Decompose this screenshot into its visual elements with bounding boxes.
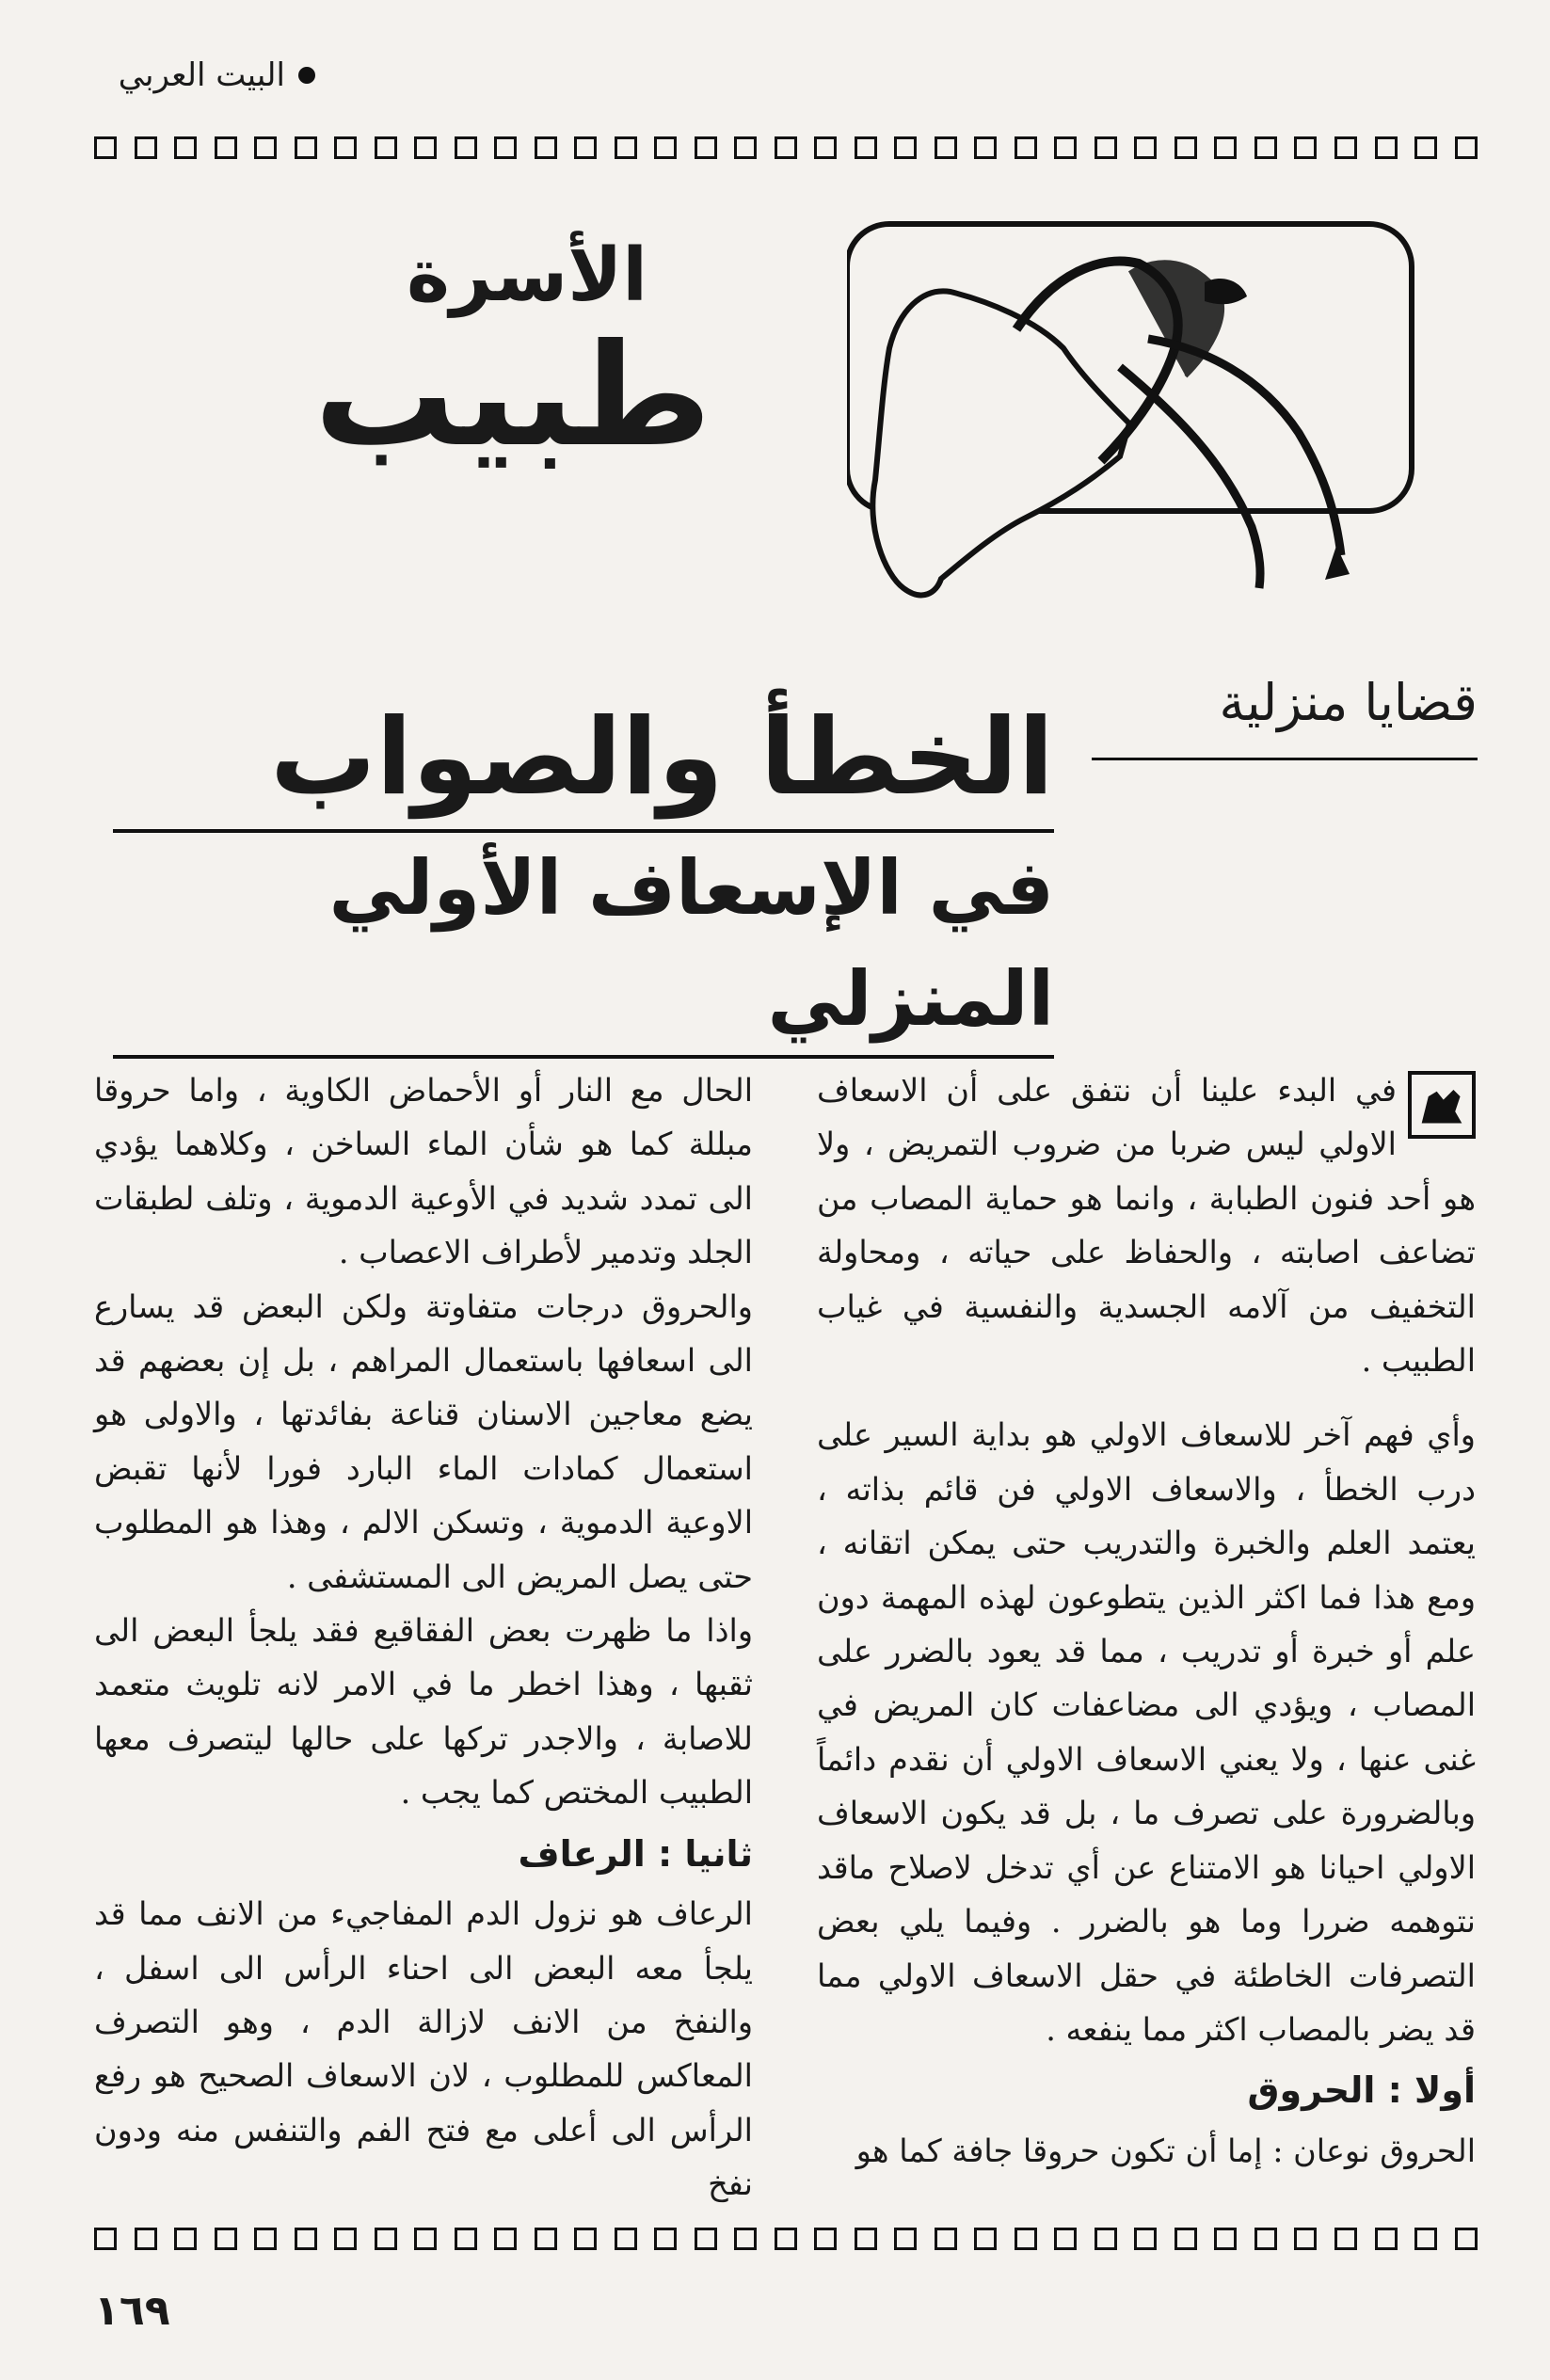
- decorative-box-border-top: [94, 132, 1478, 164]
- border-square-icon: [1294, 2228, 1317, 2250]
- border-square-icon: [734, 136, 757, 159]
- border-square-icon: [775, 136, 797, 159]
- border-square-icon: [1294, 136, 1317, 159]
- section-label: قضايا منزلية: [1092, 673, 1478, 760]
- paragraph: والحروق درجات متفاوتة ولكن البعض قد يسارع الى اسعافها باستعمال المراهم ، بل إن بعضهم قد يضع معاجين الاسنان قناعة بفائدتها ، والاولى هو استعمال كمادات الماء البارد فورا لأنها تقبض الاوعية الدموية ، وتسكن الالم ، وهذا هو المطلوب حتى يصل المريض الى المستشفى .: [94, 1287, 753, 1595]
- border-square-icon: [334, 136, 357, 159]
- border-square-icon: [654, 136, 677, 159]
- border-square-icon: [974, 136, 997, 159]
- border-square-icon: [1095, 2228, 1117, 2250]
- border-square-icon: [734, 2228, 757, 2250]
- border-square-icon: [615, 136, 637, 159]
- border-square-icon: [215, 2228, 237, 2250]
- border-square-icon: [174, 136, 197, 159]
- masthead-title: طبيب: [313, 314, 712, 478]
- border-square-icon: [494, 2228, 517, 2250]
- border-square-icon: [535, 2228, 557, 2250]
- page-number: ١٦٩: [94, 2287, 170, 2335]
- article-column-left: [94, 1063, 753, 2203]
- border-square-icon: [814, 2228, 837, 2250]
- paragraph: الرعاف هو نزول الدم المفاجيء من الانف مما قد يلجأ معه البعض الى احناء الرأس الى اسفل ، والنفخ من الانف لازالة الدم ، وهو التصرف المعاكس للمطلوب ، لان الاسعاف الصحيح هو رفع الرأس الى أعلى مع فتح الفم والتنفس منه ودون نفخ: [94, 1895, 753, 2203]
- border-square-icon: [295, 136, 317, 159]
- border-square-icon: [1015, 136, 1037, 159]
- border-square-icon: [295, 2228, 317, 2250]
- border-square-icon: [894, 136, 917, 159]
- border-square-icon: [1134, 2228, 1157, 2250]
- border-square-icon: [174, 2228, 197, 2250]
- border-square-icon: [1254, 2228, 1277, 2250]
- border-square-icon: [375, 2228, 397, 2250]
- border-square-icon: [1015, 2228, 1037, 2250]
- border-square-icon: [334, 2228, 357, 2250]
- border-square-icon: [1134, 136, 1157, 159]
- border-square-icon: [1334, 2228, 1357, 2250]
- border-square-icon: [1054, 2228, 1077, 2250]
- border-square-icon: [94, 136, 117, 159]
- border-square-icon: [1334, 136, 1357, 159]
- border-square-icon: [494, 136, 517, 159]
- border-square-icon: [855, 2228, 877, 2250]
- border-square-icon: [94, 2228, 117, 2250]
- section-heading: ثانيا : الرعاف: [518, 1832, 753, 1875]
- border-square-icon: [695, 136, 717, 159]
- border-square-icon: [1254, 136, 1277, 159]
- column-masthead: [301, 231, 725, 503]
- paragraph: الحال مع النار أو الأحماض الكاوية ، واما حروقا مبللة كما هو شأن الماء الساخن ، وكلاهما يؤدي الى تمدد شديد في الأوعية الدموية ، وتلف لطبقات الجلد وتدمير لأطراف الاعصاب .: [94, 1072, 753, 1271]
- border-square-icon: [1214, 2228, 1237, 2250]
- border-square-icon: [414, 136, 437, 159]
- border-square-icon: [135, 136, 157, 159]
- border-square-icon: [1095, 136, 1117, 159]
- border-square-icon: [1414, 2228, 1437, 2250]
- paragraph: وأي فهم آخر للاسعاف الاولي هو بداية السير على درب الخطأ ، والاسعاف الاولي فن قائم بذاته ، يعتمد العلم والخبرة والتدريب حتى يمكن اتقانه ، ومع هذا فما اكثر الذين يتطوعون لهذه المهمة دون علم أو خبرة أو تدريب ، مما قد يعود بالضرر على المصاب ، ويؤدي الى مضاعفات كان المريض في غنى عنها ، ولا يعني الاسعاف الاولي أن نقدم دائماً وبالضرورة على تصرف ما ، بل قد يكون الاسعاف الاولي احيانا هو الامتناع عن أي تدخل لاصلاح ماقد نتوهمه ضررا وما هو بالضرر . وفيما يلي بعض التصرفات الخاطئة في حقل الاسعاف الاولي مما قد يضر بالمصاب اكثر مما ينفعه .: [817, 1416, 1476, 2048]
- border-square-icon: [574, 2228, 597, 2250]
- article-headline: [113, 692, 1054, 1043]
- border-square-icon: [654, 2228, 677, 2250]
- running-head: [89, 47, 315, 104]
- section-heading: أولا : الحروق: [1247, 2069, 1476, 2112]
- headline-line-1: الخطأ والصواب: [113, 692, 1054, 833]
- border-square-icon: [414, 2228, 437, 2250]
- border-square-icon: [1214, 136, 1237, 159]
- border-square-icon: [254, 2228, 277, 2250]
- border-square-icon: [455, 136, 477, 159]
- border-square-icon: [855, 136, 877, 159]
- border-square-icon: [215, 136, 237, 159]
- border-square-icon: [814, 136, 837, 159]
- border-square-icon: [1174, 136, 1197, 159]
- border-square-icon: [775, 2228, 797, 2250]
- border-square-icon: [1174, 2228, 1197, 2250]
- border-square-icon: [455, 2228, 477, 2250]
- border-square-icon: [1414, 136, 1437, 159]
- paragraph: واذا ما ظهرت بعض الفقاقيع فقد يلجأ البعض الى ثقبها ، وهذا اخطر ما في الامر لانه تلويث متعمد للاصابة ، والاجدر تركها على حالها ليتصرف معها الطبيب المختص كما يجب .: [94, 1612, 753, 1812]
- border-square-icon: [254, 136, 277, 159]
- border-square-icon: [1455, 2228, 1478, 2250]
- paragraph: في البدء علينا أن نتفق على أن الاسعاف الاولي ليس ضربا من ضروب التمريض ، ولا هو أحد فنون الطبابة ، وانما هو حماية المصاب من تضاعف اصابته ، والحفاظ على حياته ، ومحاولة التخفيف من آلامه الجسدية والنفسية في غياب الطبيب .: [817, 1072, 1476, 1380]
- border-square-icon: [695, 2228, 717, 2250]
- doctor-hand-stethoscope-illustration: [847, 216, 1430, 631]
- masthead-subtitle: الأسرة: [406, 233, 648, 318]
- border-square-icon: [615, 2228, 637, 2250]
- running-head-text: البيت العربي: [118, 56, 285, 94]
- border-square-icon: [375, 136, 397, 159]
- paragraph: الحروق نوعان : إما أن تكون حروقا جافة كما هو: [855, 2132, 1476, 2169]
- border-square-icon: [135, 2228, 157, 2250]
- first-aid-hand-icon: [1408, 1071, 1476, 1139]
- border-square-icon: [1054, 136, 1077, 159]
- border-square-icon: [535, 136, 557, 159]
- article-column-right: [817, 1063, 1476, 2174]
- border-square-icon: [574, 136, 597, 159]
- border-square-icon: [894, 2228, 917, 2250]
- border-square-icon: [1455, 136, 1478, 159]
- decorative-box-border-bottom: [94, 2223, 1478, 2255]
- border-square-icon: [974, 2228, 997, 2250]
- bullet-dot-icon: [298, 67, 315, 84]
- border-square-icon: [1375, 2228, 1398, 2250]
- headline-line-2: في الإسعاف الأولي المنزلي: [113, 833, 1054, 1059]
- border-square-icon: [1375, 136, 1398, 159]
- border-square-icon: [935, 136, 957, 159]
- border-square-icon: [935, 2228, 957, 2250]
